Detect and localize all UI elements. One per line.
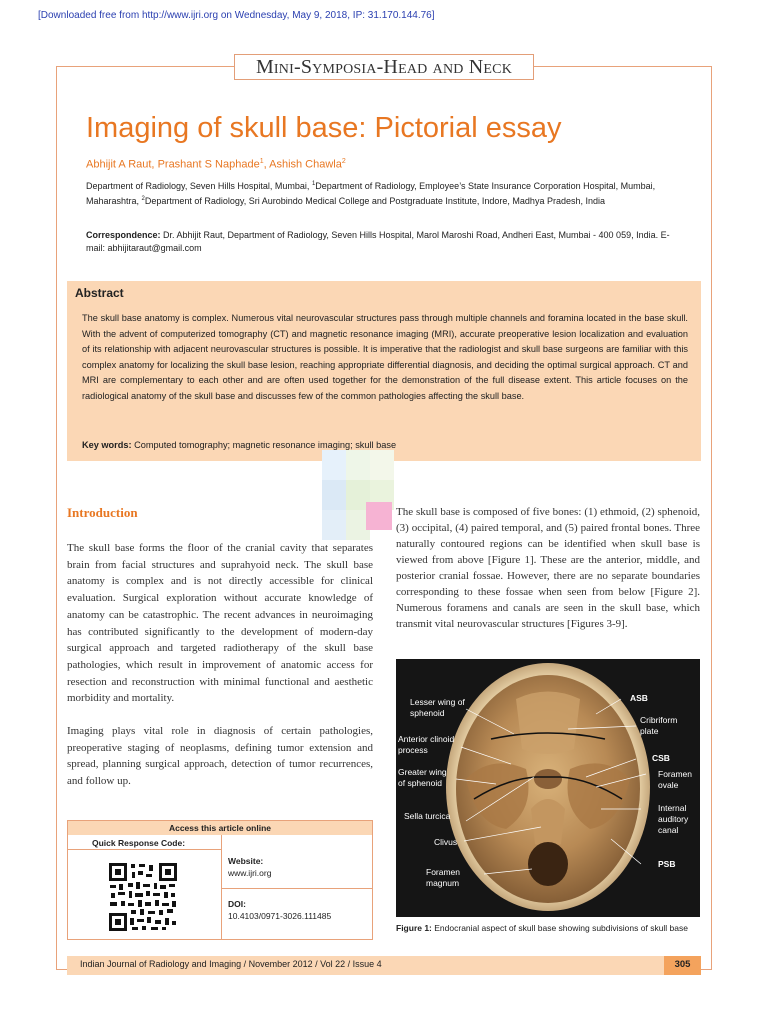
journal-citation: Indian Journal of Radiology and Imaging / November 2012 / Vol 22 / Issue 4 — [80, 959, 382, 969]
correspondence — [86, 229, 686, 255]
intro-right-paragraph: The skull base is composed of five bones: (1) ethmoid, (2) sphenoid, (3) occipital, (4) paired temporal, and (5) paired frontal bones. Three naturally contoured regions can be identified when skull base is viewed from above [Figure 1]. These are the anterior, middle, and posterior cranial fossae. However, there are no separate boundaries corresponding to these fossae when seen from below [Figure 2]. Numerous foramens and canals are seen in the skull base, which transmit vital neurovascular structures [Figures 3-9]. — [396, 506, 700, 630]
introduction-heading: Introduction — [67, 505, 138, 520]
author-2: Prashant S Naphade — [157, 158, 260, 171]
section-tag: Mini-Symposia-Head and Neck — [234, 54, 534, 80]
qr-code-icon[interactable] — [108, 862, 178, 932]
page-number: 305 — [674, 959, 691, 970]
intro-paragraph-1: The skull base forms the floor of the cranial cavity that separates brain from facial structures and suprahyoid neck. The skull base anatomy is complex and is not directly accessible for clinical evaluation. Surgical exploration without accurate knowledge of anatomy can be catastrophic. The recent advances in neuroimaging has contributed significantly to the development of modern-day surgical approach and targeted radiotherapy of the skull base pathologies, which result in improvement of anatomic access for resection and reconstruction with minimal functional and aesthetic morbidity and mortality. — [67, 542, 373, 705]
label-cribriform: Cribriform plate — [640, 715, 678, 736]
author-3: , Ashish Chawla — [263, 158, 342, 171]
article-title: Imaging of skull base: Pictorial essay — [86, 112, 562, 144]
website-label: Website: — [228, 856, 264, 866]
download-banner: [Downloaded free from http://www.ijri.org on Wednesday, May 9, 2018, IP: 31.170.144.76] — [38, 10, 435, 21]
author-2-sup: 1 — [259, 158, 264, 165]
divider — [68, 849, 221, 850]
qr-label: Quick Response Code: — [92, 838, 186, 848]
access-heading: Access this article online — [68, 821, 372, 835]
keywords-label: Key words: — [82, 440, 132, 450]
label-psb: PSB — [658, 859, 676, 869]
label-asb: ASB — [630, 693, 648, 703]
label-foramen-magnum: Foramen magnum — [426, 867, 461, 888]
label-lesser-wing: Lesser wing of sphenoid — [410, 697, 465, 718]
affiliation-2: Department of Radiology, Employee’s State Insurance Corporation Hospital, Mumbai, Maharashtra, — [86, 181, 656, 206]
label-anterior-clinoid: Anterior clinoid process — [398, 734, 455, 755]
figure-caption-text: Endocranial aspect of skull base showing subdivisions of skull base — [431, 923, 688, 933]
figure-caption — [396, 923, 700, 934]
affiliation-sup-2: 2 — [141, 196, 145, 202]
label-sella-turcica: Sella turcica — [404, 811, 451, 821]
author-list — [86, 158, 346, 171]
intro-paragraph-2: Imaging plays vital role in diagnosis of certain pathologies, preoperative staging of neoplasms, defining tumor extension and spread, planning surgical approach, detection of tumor recurrences, and follow up. — [67, 725, 373, 788]
label-foramen-ovale: Foramen ovale — [658, 769, 693, 790]
affiliation-sup-1: 1 — [311, 181, 316, 187]
website-link[interactable]: www.ijri.org — [228, 868, 272, 878]
label-greater-wing: Greater wing of sphenoid — [398, 767, 447, 788]
label-internal-auditory: Internal auditory canal — [658, 803, 689, 835]
author-1: Abhijit A Raut, — [86, 158, 155, 171]
keywords-text: Computed tomography; magnetic resonance imaging; skull base — [131, 440, 397, 450]
figure-1-skull-base-image — [396, 659, 700, 917]
abstract-text: The skull base anatomy is complex. Numerous vital neurovascular structures pass through multiple channels and foramina located in the base skull. With the advent of computerized tomography (CT) and magnetic resonance imaging (MRI), accurate preoperative lesion localization and evaluation of its relationship with adjacent neurovascular structures is possible. It is imperative that the radiologist and skull base surgeons are familiar with this complex anatomy for localizing the skull base lesion, reaching appropriate differential diagnosis, and deciding the optimal surgical approach. CT and MRI are complementary to each other and are often used together for the demonstration of the full disease extent. This article focuses on the radiological anatomy of the skull base and discusses few of the common pathologies affecting the skull base. — [82, 313, 688, 401]
affiliations — [86, 178, 686, 208]
intro-left-column — [67, 540, 373, 806]
correspondence-text: Dr. Abhijit Raut, Department of Radiology, Seven Hills Hospital, Marol Maroshi Road, Andheri East, Mumbai - 400 059, India. E-mail: abhijitaraut@gmail.com — [86, 230, 670, 253]
figure-caption-label: Figure 1: — [396, 923, 432, 933]
affiliation-3: Department of Radiology, Sri Aurobindo Medical College and Postgraduate Institute, Indore, Madhya Pradesh, India — [144, 196, 605, 206]
pixel-mosaic-artifact — [322, 450, 394, 540]
correspondence-label: Correspondence: — [86, 230, 161, 240]
keywords — [82, 440, 688, 450]
author-3-sup: 2 — [341, 158, 346, 165]
divider — [221, 888, 372, 889]
doi-link[interactable]: 10.4103/0971-3026.111485 — [228, 911, 332, 921]
affiliation-1: Department of Radiology, Seven Hills Hospital, Mumbai, — [86, 181, 312, 191]
abstract-heading: Abstract — [75, 286, 124, 300]
label-csb: CSB — [652, 753, 670, 763]
doi-label: DOI: — [228, 899, 246, 909]
label-clivus: Clivus — [434, 837, 458, 847]
